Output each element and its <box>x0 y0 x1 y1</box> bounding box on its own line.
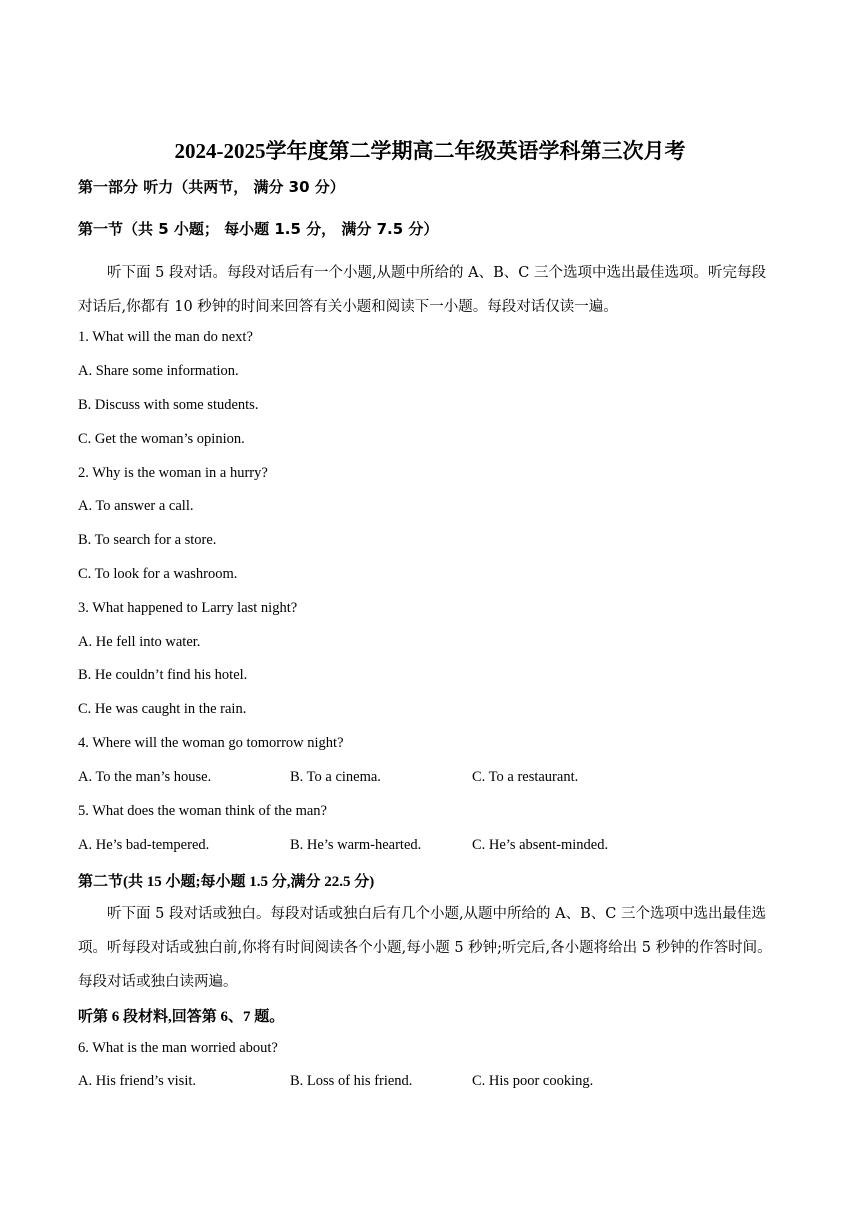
section2-instructions-line-2: 项。听每段对话或独白前,你将有时间阅读各个小题,每小题 5 秒钟;听完后,各小题将给出 5 秒钟的作答时间。 <box>78 940 772 956</box>
section2-instructions-line-1: 听下面 5 段对话或独白。每段对话或独白后有几个小题,从题中所给的 A、B、C 三个选项中选出最佳选 <box>107 906 766 922</box>
section2-instructions-line-3: 每段对话或独白读两遍。 <box>78 974 238 990</box>
question-2-option-a: A. To answer a call. <box>78 498 194 514</box>
question-3-option-b: B. He couldn’t find his hotel. <box>78 667 248 683</box>
question-6: 6. What is the man worried about? <box>78 1040 278 1056</box>
question-6-option-b: B. Loss of his friend. <box>290 1073 413 1089</box>
question-3-option-a: A. He fell into water. <box>78 634 201 650</box>
question-3: 3. What happened to Larry last night? <box>78 600 298 616</box>
question-6-option-c: C. His poor cooking. <box>472 1073 594 1089</box>
question-4: 4. Where will the woman go tomorrow night? <box>78 735 344 751</box>
exam-title: 2024-2025学年度第二学期高二年级英语学科第三次月考 <box>174 139 686 163</box>
question-4-option-c: C. To a restaurant. <box>472 769 579 785</box>
question-1: 1. What will the man do next? <box>78 329 253 345</box>
section1-instructions-line-2: 对话后,你都有 10 秒钟的时间来回答有关小题和阅读下一小题。每段对话仅读一遍。 <box>78 299 618 315</box>
question-5-option-a: A. He’s bad-tempered. <box>78 837 210 853</box>
question-2: 2. Why is the woman in a hurry? <box>78 465 268 481</box>
section1-heading: 第一节（共 5 小题； 每小题 1.5 分， 满分 7.5 分） <box>78 220 439 238</box>
question-2-option-b: B. To search for a store. <box>78 532 217 548</box>
question-1-option-b: B. Discuss with some students. <box>78 397 259 413</box>
question-4-option-a: A. To the man’s house. <box>78 769 212 785</box>
section1-instructions-line-1: 听下面 5 段对话。每段对话后有一个小题,从题中所给的 A、B、C 三个选项中选出最佳选项。听完每段 <box>107 265 766 281</box>
part1-heading: 第一部分 听力（共两节， 满分 30 分） <box>78 178 345 196</box>
question-3-option-c: C. He was caught in the rain. <box>78 701 247 717</box>
question-2-option-c: C. To look for a washroom. <box>78 566 238 582</box>
question-1-option-a: A. Share some information. <box>78 363 239 379</box>
section2-instructions <box>78 897 784 999</box>
question-6-option-a: A. His friend’s visit. <box>78 1073 197 1089</box>
question-5: 5. What does the woman think of the man? <box>78 803 327 819</box>
section2-heading: 第二节(共 15 小题;每小题 1.5 分,满分 22.5 分) <box>78 874 375 890</box>
material-6-heading: 听第 6 段材料,回答第 6、7 题。 <box>78 1009 285 1025</box>
question-5-option-b: B. He’s warm-hearted. <box>290 837 422 853</box>
question-5-option-c: C. He’s absent-minded. <box>472 837 609 853</box>
question-4-option-b: B. To a cinema. <box>290 769 381 785</box>
question-1-option-c: C. Get the woman’s opinion. <box>78 431 245 447</box>
section1-instructions <box>78 256 784 324</box>
